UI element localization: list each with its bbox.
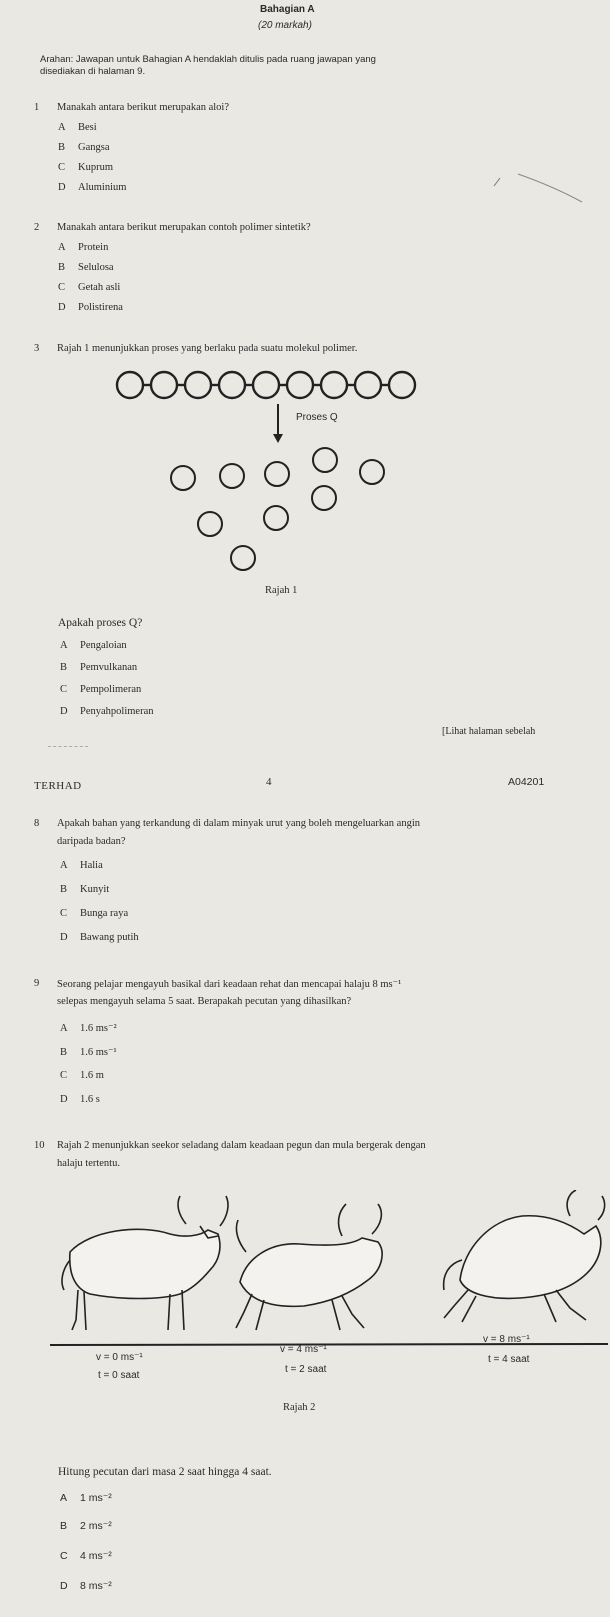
q1-option-c: C Kuprum bbox=[58, 162, 113, 173]
q2-option-b: B Selulosa bbox=[58, 262, 114, 273]
q10-number: 10 bbox=[34, 1140, 45, 1151]
page-number: 4 bbox=[266, 776, 272, 788]
rajah-1-caption: Rajah 1 bbox=[265, 585, 298, 596]
q3-question: Apakah proses Q? bbox=[58, 617, 143, 629]
process-label: Proses Q bbox=[296, 412, 338, 423]
divider bbox=[48, 746, 88, 747]
q10-option-d: D 8 ms⁻² bbox=[60, 1580, 112, 1592]
label-t3: t = 4 saat bbox=[488, 1354, 530, 1365]
q10-option-c: C 4 ms⁻² bbox=[60, 1550, 112, 1562]
label-t2: t = 2 saat bbox=[285, 1364, 327, 1375]
q3-number: 3 bbox=[34, 343, 40, 354]
q3-option-b: B Pemvulkanan bbox=[60, 662, 138, 673]
label-v2: v = 4 ms⁻¹ bbox=[280, 1344, 327, 1355]
q9-text-line-1: Seorang pelajar mengayuh basikal dari keadaan rehat dan mencapai halaju 8 ms⁻¹ bbox=[57, 979, 402, 990]
section-title: Bahagian A bbox=[260, 4, 315, 15]
label-v1: v = 0 ms⁻¹ bbox=[96, 1352, 143, 1363]
rajah-2-figure bbox=[50, 1190, 610, 1350]
q1-number: 1 bbox=[34, 102, 40, 113]
section-marks: (20 markah) bbox=[258, 20, 312, 31]
q3-text: Rajah 1 menunjukkan proses yang berlaku pada suatu molekul polimer. bbox=[57, 343, 358, 354]
q2-option-d: D Polistirena bbox=[58, 302, 123, 313]
q10-question: Hitung pecutan dari masa 2 saat hingga 4 saat. bbox=[58, 1466, 272, 1478]
q3-option-d: D Penyahpolimeran bbox=[60, 706, 154, 717]
q3-option-a: A Pengaloian bbox=[60, 640, 127, 651]
pencil-scribble bbox=[490, 172, 590, 212]
q8-option-b: B Kunyit bbox=[60, 884, 110, 895]
q2-text: Manakah antara berikut merupakan contoh polimer sintetik? bbox=[57, 222, 311, 233]
q8-option-c: C Bunga raya bbox=[60, 908, 129, 919]
q2-option-c: C Getah asli bbox=[58, 282, 121, 293]
rajah-2-caption: Rajah 2 bbox=[283, 1402, 316, 1413]
page-turn-note: [Lihat halaman sebelah bbox=[442, 726, 536, 737]
q9-option-b: B 1.6 ms⁻¹ bbox=[60, 1047, 117, 1058]
seladang-galloping-icon bbox=[444, 1190, 605, 1322]
q8-text-line-1: Apakah bahan yang terkandung di dalam minyak urut yang boleh mengeluarkan angin bbox=[57, 818, 421, 829]
q1-option-a: A Besi bbox=[58, 122, 97, 133]
instruction-line-2: disediakan di halaman 9. bbox=[40, 66, 146, 77]
polymer-chain bbox=[117, 372, 415, 398]
q1-option-b: B Gangsa bbox=[58, 142, 110, 153]
rajah-1-figure bbox=[110, 360, 450, 580]
q9-option-d: D 1.6 s bbox=[60, 1094, 100, 1105]
q8-option-d: D Bawang putih bbox=[60, 932, 139, 943]
instruction-line-1: Arahan: Jawapan untuk Bahagian A hendaklah ditulis pada ruang jawapan yang bbox=[40, 54, 376, 65]
seladang-running-icon bbox=[236, 1204, 382, 1330]
q1-option-d: D Aluminium bbox=[58, 182, 127, 193]
monomers bbox=[171, 448, 384, 570]
q3-option-c: C Pempolimeran bbox=[60, 684, 142, 695]
q2-option-a: A Protein bbox=[58, 242, 109, 253]
paper-code: A04201 bbox=[508, 776, 545, 788]
q8-option-a: A Halia bbox=[60, 860, 103, 871]
q2-number: 2 bbox=[34, 222, 40, 233]
process-arrow bbox=[273, 404, 283, 443]
q10-text-line-1: Rajah 2 menunjukkan seekor seladang dalam keadaan pegun dan mula bergerak dengan bbox=[57, 1140, 426, 1151]
q8-number: 8 bbox=[34, 818, 40, 829]
q9-number: 9 bbox=[34, 978, 40, 989]
page-header-left: TERHAD bbox=[34, 780, 82, 792]
q9-option-c: C 1.6 m bbox=[60, 1070, 104, 1081]
q10-option-a: A 1 ms⁻² bbox=[60, 1492, 112, 1504]
q1-text: Manakah antara berikut merupakan aloi? bbox=[57, 102, 230, 113]
q9-option-a: A 1.6 ms⁻² bbox=[60, 1023, 117, 1034]
label-v3: v = 8 ms⁻¹ bbox=[483, 1334, 530, 1345]
q10-text-line-2: halaju tertentu. bbox=[57, 1158, 120, 1169]
label-t1: t = 0 saat bbox=[98, 1370, 140, 1381]
q9-text-line-2: selepas mengayuh selama 5 saat. Berapakah pecutan yang dihasilkan? bbox=[57, 996, 352, 1007]
seladang-standing-icon bbox=[62, 1196, 228, 1330]
q8-text-line-2: daripada badan? bbox=[57, 836, 126, 847]
q10-option-b: B 2 ms⁻² bbox=[60, 1520, 112, 1532]
